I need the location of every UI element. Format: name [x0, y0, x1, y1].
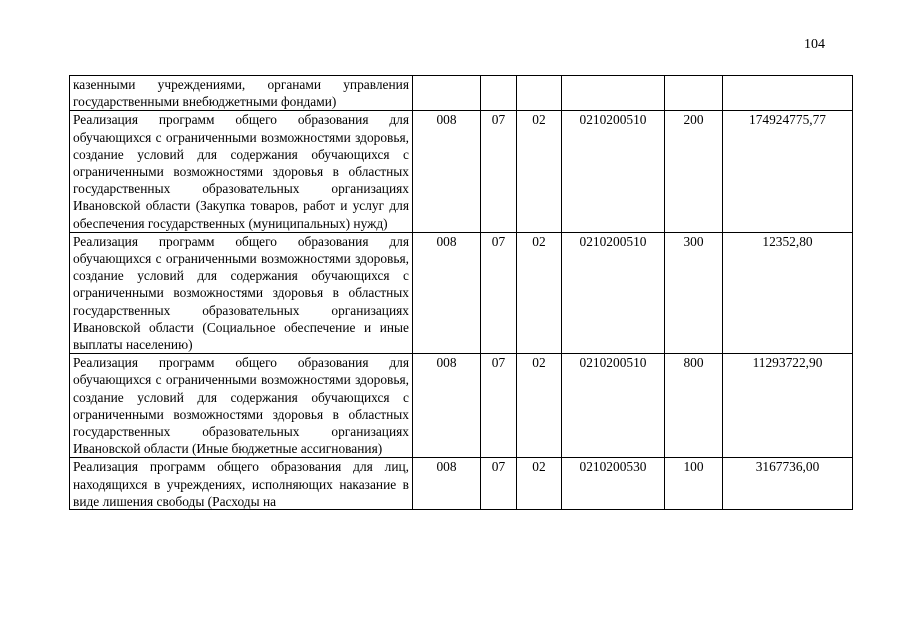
- section-code: 07: [481, 458, 517, 510]
- row-description-cell: [70, 458, 413, 510]
- expense-type-code: 200: [665, 111, 723, 232]
- target-article-code: 0210200510: [562, 354, 665, 458]
- subsection-code: [517, 76, 562, 111]
- section-code: 07: [481, 232, 517, 353]
- page-number: 104: [804, 37, 825, 52]
- expense-type-code: 100: [665, 458, 723, 510]
- ministry-code: 008: [413, 111, 481, 232]
- amount: 12352,80: [723, 232, 853, 353]
- section-code: 07: [481, 111, 517, 232]
- ministry-code: 008: [413, 232, 481, 353]
- section-code: [481, 76, 517, 111]
- target-article-code: 0210200510: [562, 111, 665, 232]
- section-code: 07: [481, 354, 517, 458]
- table-row: [70, 111, 853, 232]
- target-article-code: [562, 76, 665, 111]
- subsection-code: 02: [517, 458, 562, 510]
- amount: 3167736,00: [723, 458, 853, 510]
- expense-type-code: [665, 76, 723, 111]
- table-row: [70, 232, 853, 353]
- row-description: казенными учреждениями, органами управления государственными внебюджетными фондами): [70, 76, 413, 111]
- row-description: Реализация программ общего образования для обучающихся с ограниченными возможностями здоровья, создание условий для содержания обучающихся с ограниченными возможностями здоровья в областных государственных образовательных организациях Ивановской области (Социальное обеспечение и иные выплаты населению): [70, 232, 413, 353]
- budget-table: [69, 75, 853, 510]
- subsection-code: 02: [517, 111, 562, 232]
- ministry-code: [413, 76, 481, 111]
- subsection-code: 02: [517, 232, 562, 353]
- subsection-code: 02: [517, 354, 562, 458]
- table-row: [70, 76, 853, 111]
- row-description: Реализация программ общего образования для обучающихся с ограниченными возможностями здоровья, создание условий для содержания обучающихся с ограниченными возможностями здоровья в областных государственных образовательных организациях Ивановской области (Закупка товаров, работ и услуг для обеспечения государственных (муниципальных) нужд): [70, 111, 413, 232]
- target-article-code: 0210200530: [562, 458, 665, 510]
- row-description: Реализация программ общего образования для лиц, находящихся в учреждениях, исполняющих наказание в виде лишения свободы (Расходы на: [73, 459, 409, 509]
- expense-type-code: 300: [665, 232, 723, 353]
- target-article-code: 0210200510: [562, 232, 665, 353]
- ministry-code: 008: [413, 354, 481, 458]
- row-description: Реализация программ общего образования для обучающихся с ограниченными возможностями здоровья, создание условий для содержания обучающихся с ограниченными возможностями здоровья в областных государственных образовательных организациях Ивановской области (Иные бюджетные ассигнования): [70, 354, 413, 458]
- table-row: [70, 354, 853, 458]
- expense-type-code: 800: [665, 354, 723, 458]
- ministry-code: 008: [413, 458, 481, 510]
- amount: [723, 76, 853, 111]
- amount: 11293722,90: [723, 354, 853, 458]
- amount: 174924775,77: [723, 111, 853, 232]
- table-row: [70, 458, 853, 510]
